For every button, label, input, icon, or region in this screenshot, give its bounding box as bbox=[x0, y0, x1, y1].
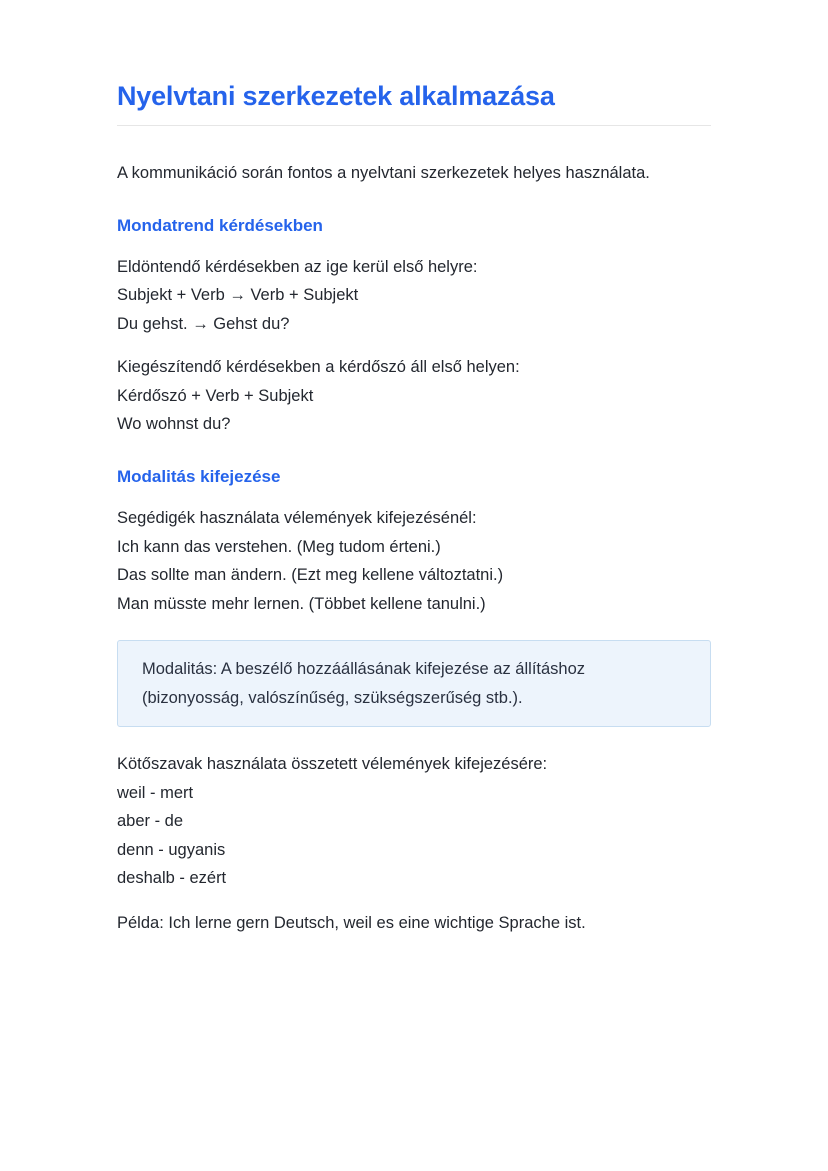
example-sentence: Példa: Ich lerne gern Deutsch, weil es eine wichtige Sprache ist. bbox=[117, 913, 586, 932]
paragraph-yes-no-questions bbox=[117, 253, 711, 339]
page-title: Nyelvtani szerkezetek alkalmazása bbox=[117, 81, 555, 111]
text-line: Du gehst. → Gehst du? bbox=[117, 314, 290, 333]
callout-text: Modalitás: A beszélő hozzáállásának kifejezése az állításhoz (bizonyosság, valószínűség, szükségszerűség stb.). bbox=[142, 660, 586, 707]
modality-definition-callout bbox=[117, 640, 711, 727]
text-line: Kötőszavak használata összetett vélemények kifejezésére: bbox=[117, 755, 548, 774]
paragraph-modal-verbs bbox=[117, 504, 711, 618]
text-line: Wo wohnst du? bbox=[117, 415, 231, 434]
text-line: Kérdőszó + Verb + Subjekt bbox=[117, 386, 314, 405]
text-line: Segédigék használata vélemények kifejezésénél: bbox=[117, 509, 477, 528]
text-line: denn - ugyanis bbox=[117, 840, 226, 859]
section-heading-modality: Modalitás kifejezése bbox=[117, 466, 281, 486]
text-line: Eldöntendő kérdésekben az ige kerül első helyre: bbox=[117, 257, 478, 276]
document-content bbox=[117, 0, 711, 937]
text-line: Subjekt + Verb → Verb + Subjekt bbox=[117, 286, 359, 305]
text-line: deshalb - ezért bbox=[117, 869, 227, 888]
text-line: aber - de bbox=[117, 812, 184, 831]
paragraph-wh-questions bbox=[117, 353, 711, 439]
text-line: Man müsste mehr lernen. (Többet kellene tanulni.) bbox=[117, 594, 486, 613]
text-line: Ich kann das verstehen. (Meg tudom érteni.) bbox=[117, 537, 441, 556]
text-line: Kiegészítendő kérdésekben a kérdőszó áll első helyen: bbox=[117, 358, 520, 377]
intro-text: A kommunikáció során fontos a nyelvtani szerkezetek helyes használata. bbox=[117, 164, 650, 183]
title-divider bbox=[117, 125, 711, 126]
paragraph-conjunctions bbox=[117, 750, 711, 893]
text-line: Das sollte man ändern. (Ezt meg kellene változtatni.) bbox=[117, 566, 504, 585]
text-line: weil - mert bbox=[117, 783, 194, 802]
section-heading-word-order: Mondatrend kérdésekben bbox=[117, 215, 323, 235]
